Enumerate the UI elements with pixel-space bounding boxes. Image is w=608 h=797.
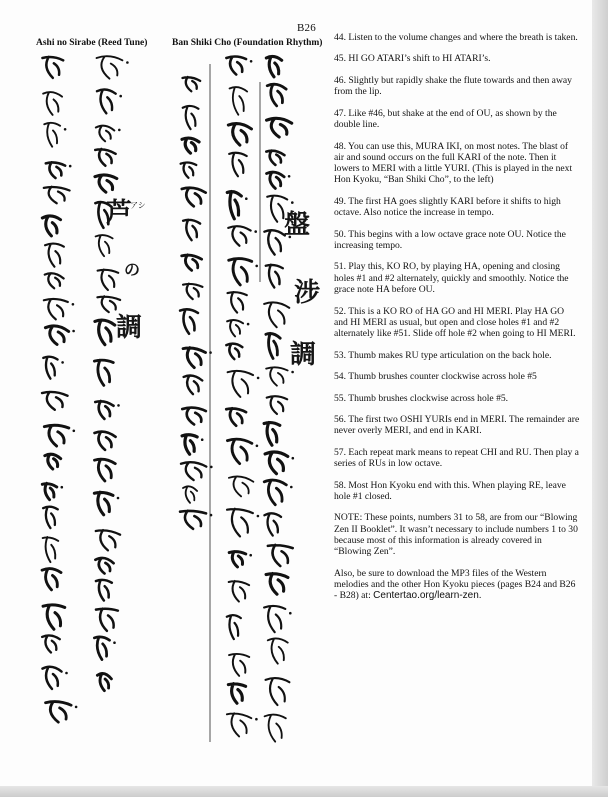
- notation-glyph: [264, 302, 289, 327]
- right-title-char-1: 盤: [284, 210, 311, 240]
- notation-glyph: [228, 292, 247, 313]
- notation-mark: [247, 323, 250, 326]
- notation-glyph: [180, 309, 198, 333]
- note-50: 50. This begins with a low octave grace note OU. Notice the increasing tempo.: [334, 228, 566, 251]
- notation-glyph: [183, 220, 200, 241]
- notation-glyph: [46, 702, 72, 723]
- notation-glyph: [42, 667, 61, 689]
- notation-glyph: [43, 507, 58, 528]
- notation-glyph: [226, 56, 246, 74]
- notation-glyph: [229, 552, 246, 567]
- notation-glyph: [43, 357, 57, 379]
- shakuhachi-score: [32, 52, 332, 752]
- notation-glyph: [228, 684, 245, 704]
- notation-mark: [75, 706, 78, 709]
- left-title-char-2: の: [124, 260, 141, 279]
- notation-glyph: [229, 654, 249, 676]
- notation-glyph: [227, 439, 251, 463]
- notation-mark: [69, 165, 72, 168]
- notation-glyph: [264, 513, 281, 535]
- notation-glyph: [228, 371, 253, 397]
- notation-glyph: [96, 235, 113, 256]
- notation-glyph: [98, 270, 119, 290]
- notation-mark: [126, 61, 129, 64]
- notation-glyph: [44, 187, 70, 203]
- notation-glyph: [265, 715, 286, 742]
- note-55: 55. Thumb brushes clockwise across hole #5.: [334, 392, 509, 404]
- page-bottom-shadow: [0, 786, 608, 797]
- left-score-heading: Ashi no Sirabe (Reed Tune): [36, 38, 148, 48]
- notation-glyph: [268, 638, 288, 663]
- notation-glyph: [95, 558, 113, 574]
- notation-glyph: [96, 530, 120, 550]
- notation-glyph: [44, 123, 60, 147]
- notation-mark: [73, 430, 76, 433]
- notation-glyph: [227, 615, 241, 639]
- notation-glyph: [42, 216, 60, 236]
- notation-glyph: [229, 259, 252, 285]
- notation-glyph: [264, 606, 285, 632]
- notation-mark: [249, 554, 252, 557]
- notation-glyph: [183, 284, 202, 299]
- notation-mark: [292, 457, 295, 460]
- notation-mark: [288, 175, 291, 178]
- notation-glyph: [95, 320, 115, 345]
- notation-glyph: [229, 153, 247, 177]
- notation-mark: [119, 95, 122, 98]
- notation-glyph: [264, 230, 284, 254]
- notation-glyph: [182, 188, 206, 207]
- notation-mark: [209, 351, 212, 354]
- notation-glyph: [184, 376, 203, 395]
- notation-glyph: [183, 348, 205, 368]
- notation-glyph: [229, 476, 253, 496]
- notation-column: [94, 56, 128, 690]
- closing-text: Also, be sure to download the MP3 files of the Western melodies and the other Hon Kyoku pieces (pages B24 and B26 - B28) at:: [334, 567, 576, 602]
- notation-glyph: [266, 678, 290, 705]
- note-48: 48. You can use this, MURA IKI, on most notes. The blast of air and sound occurs on the full KARI of the note. Then it lowers to MERI with a little YURI. (This is played in the next Hon Kyoku, “Ban Shiki Cho”, to the left): [334, 140, 573, 186]
- notation-glyph: [264, 480, 286, 505]
- notation-glyph: [267, 84, 286, 106]
- notation-glyph: [264, 423, 280, 446]
- note-47: 47. Like #46, but shake at the end of OU, as shown by the double line.: [334, 107, 557, 131]
- notation-glyph: [265, 452, 288, 474]
- notation-glyph: [97, 673, 111, 690]
- right-title-char-2: 涉: [294, 278, 321, 308]
- notation-glyph: [266, 56, 281, 76]
- notation-glyph: [226, 408, 246, 425]
- note-56: 56. The first two OSHI YURIs end in MERI. The remainder are never overly MERI, and end in KARI.: [334, 414, 580, 437]
- note-source-remark: NOTE: These points, numbers 31 to 58, are from our “Blowing Zen II Booklet”. It wasn’t necessary to include numbers 1 to 30 because most of this information is already covered in “Blowing Zen”.: [334, 512, 578, 558]
- notation-glyph: [266, 265, 283, 288]
- notation-glyph: [228, 226, 250, 246]
- notation-glyph: [183, 106, 199, 129]
- notation-glyph: [43, 537, 59, 562]
- note-57: 57. Each repeat mark means to repeat CHI and RU. Then play a series of RUs in low octave.: [334, 446, 579, 470]
- notation-glyph: [96, 126, 114, 142]
- notation-glyph: [227, 713, 251, 736]
- page-edge-shadow: [592, 0, 608, 797]
- notation-glyph: [46, 162, 65, 178]
- notation-mark: [257, 377, 260, 380]
- notation-glyph: [94, 459, 115, 481]
- notation-columns: [32, 52, 332, 752]
- notation-mark: [65, 672, 68, 675]
- notation-glyph: [42, 569, 61, 590]
- notation-glyph: [42, 57, 63, 78]
- notation-mark: [113, 641, 116, 644]
- notation-glyph: [183, 486, 197, 503]
- notation-glyph: [227, 509, 253, 537]
- notation-glyph: [267, 396, 288, 414]
- page-number: B26: [297, 22, 316, 34]
- notation-glyph: [182, 138, 199, 153]
- left-title-char-1: 芦: [106, 198, 133, 228]
- notation-mark: [117, 497, 120, 500]
- notation-mark: [257, 515, 260, 518]
- notation-mark: [290, 486, 293, 489]
- note-44: 44. Listen to the volume changes and where the breath is taken.: [334, 32, 578, 43]
- notation-column: [42, 57, 77, 722]
- notation-glyph: [45, 244, 64, 267]
- notation-glyph: [226, 344, 242, 359]
- notation-glyph: [267, 172, 285, 188]
- notation-glyph: [94, 492, 113, 515]
- notation-mark: [291, 371, 294, 374]
- note-54: 54. Thumb brushes counter clockwise across hole #5: [334, 371, 537, 383]
- notation-glyph: [182, 435, 197, 454]
- notation-glyph: [95, 432, 116, 450]
- notation-glyph: [181, 462, 206, 480]
- notation-glyph: [181, 162, 197, 177]
- right-title-char-3: 調: [290, 340, 317, 370]
- notation-glyph: [227, 192, 241, 219]
- notation-mark: [245, 197, 248, 200]
- notation-mark: [72, 303, 75, 306]
- notation-glyph: [45, 273, 64, 288]
- notation-column: [226, 56, 259, 736]
- notation-mark: [201, 438, 204, 441]
- notation-glyph: [182, 255, 202, 270]
- notation-glyph: [42, 392, 67, 410]
- notation-glyph: [96, 609, 118, 631]
- notation-column: [180, 77, 213, 529]
- note-49: 49. The first HA goes slightly KARI before it shifts to high octave. Also notice the increase in tempo.: [334, 195, 561, 219]
- notation-glyph: [43, 92, 62, 115]
- notation-glyph: [180, 511, 206, 529]
- notation-glyph: [182, 77, 200, 91]
- notation-mark: [254, 230, 257, 233]
- notation-glyph: [42, 483, 56, 499]
- notation-glyph: [44, 299, 68, 319]
- notation-glyph: [266, 151, 284, 165]
- notation-glyph: [45, 326, 68, 345]
- notation-mark: [64, 128, 67, 131]
- notation-mark: [255, 265, 258, 268]
- notation-mark: [118, 129, 121, 132]
- notation-mark: [255, 718, 258, 721]
- notation-glyph: [266, 574, 288, 595]
- notation-mark: [61, 361, 64, 364]
- note-46: 46. Slightly but rapidly shake the flute towards and then away from the lip.: [334, 74, 572, 98]
- notation-glyph: [95, 401, 113, 419]
- notation-glyph: [45, 454, 61, 469]
- left-title-ruby: アシ: [130, 201, 146, 210]
- notation-mark: [289, 612, 292, 615]
- notation-glyph: [44, 425, 68, 446]
- notation-glyph: [267, 118, 292, 137]
- closing-remark: [334, 568, 580, 602]
- notation-mark: [117, 404, 120, 407]
- notation-glyph: [94, 637, 109, 660]
- notation-glyph: [228, 124, 251, 146]
- notation-mark: [250, 60, 253, 63]
- notation-glyph: [230, 87, 248, 115]
- notation-mark: [256, 445, 259, 448]
- notation-glyph: [268, 545, 293, 566]
- note-58: 58. Most Hon Kyoku end with this. When playing RE, leave hole #1 closed.: [334, 479, 566, 502]
- notation-glyph: [97, 56, 123, 78]
- notation-glyph: [227, 320, 243, 336]
- notation-glyph: [229, 581, 249, 602]
- right-score-heading: Ban Shiki Cho (Foundation Rhythm): [172, 38, 323, 48]
- notation-glyph: [42, 635, 60, 652]
- notation-glyph: [95, 149, 115, 166]
- notation-mark: [72, 330, 75, 333]
- notation-glyph: [266, 333, 280, 358]
- notation-glyph: [96, 580, 112, 601]
- download-link[interactable]: Centertao.org/learn-zen.: [373, 590, 482, 602]
- notation-glyph: [266, 367, 287, 385]
- notation-glyph: [182, 408, 206, 425]
- note-51: 51. Play this, KO RO, by playing HA, opening and closing holes #1 and #2 alternately, quickly and smoothly. Notice the grace note HA before OU.: [334, 261, 569, 296]
- notation-glyph: [95, 175, 117, 192]
- notation-mark: [61, 486, 64, 489]
- notation-glyph: [97, 89, 116, 113]
- note-53: 53. Thumb makes RU type articulation on the back hole.: [334, 349, 552, 361]
- note-52: 52. This is a KO RO of HA GO and HI MERI. Play HA GO and HI MERI as usual, but open and close holes #1 and #2 alternately like #51. Slide off hole #2 when going to HI MERI.: [334, 305, 576, 340]
- note-45: 45. HI GO ATARI’s shift to HI ATARI’s.: [334, 53, 491, 65]
- left-title-char-3: 調: [116, 313, 143, 343]
- notes-column: [334, 32, 580, 602]
- notation-column: [264, 56, 294, 741]
- notation-glyph: [43, 605, 65, 629]
- notation-glyph: [94, 360, 113, 385]
